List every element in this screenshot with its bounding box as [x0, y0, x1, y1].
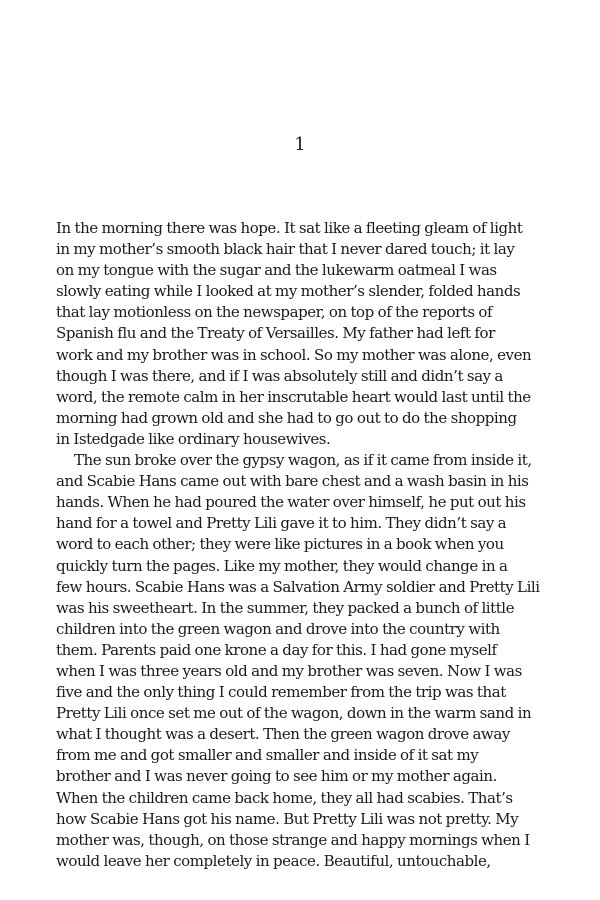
text-line: that lay motionless on the newspaper, on top of the reports of [56, 303, 493, 322]
text-line: though I was there, and if I was absolutely still and didn’t say a [56, 366, 503, 385]
text-line: mother was, though, on those strange and happy mornings when I [56, 830, 530, 849]
text-line: when I was three years old and my brother was seven. Now I was [56, 661, 522, 680]
text-line: from me and got smaller and smaller and inside of it sat my [56, 746, 479, 765]
text-line: word to each other; they were like pictures in a book when you [56, 535, 504, 554]
text-line: work and my brother was in school. So my mother was alone, even [56, 345, 532, 364]
text-line: would leave her completely in peace. Beautiful, untouchable, [56, 851, 491, 870]
text-line: hands. When he had poured the water over himself, he put out his [56, 493, 526, 512]
text-line: brother and I was never going to see him or my mother again. [56, 767, 497, 786]
text-line: what I thought was a desert. Then the green wagon drove away [56, 725, 510, 744]
chapter-body-text [56, 218, 546, 872]
text-line: Pretty Lili once set me out of the wagon, down in the warm sand in [56, 704, 532, 723]
text-line: in my mother’s smooth black hair that I never dared touch; it lay [56, 240, 515, 259]
text-line: children into the green wagon and drove into the country with [56, 619, 500, 638]
text-line: five and the only thing I could remember from the trip was that [56, 683, 506, 702]
text-line: hand for a towel and Pretty Lili gave it to him. They didn’t say a [56, 514, 507, 533]
text-line: word, the remote calm in her inscrutable heart would last until the [56, 387, 531, 406]
text-line: quickly turn the pages. Like my mother, they would change in a [56, 556, 508, 575]
text-line: few hours. Scabie Hans was a Salvation Army soldier and Pretty Lili [56, 577, 540, 596]
text-line: The sun broke over the gypsy wagon, as if it came from inside it, [74, 451, 532, 470]
text-line: and Scabie Hans came out with bare chest and a wash basin in his [56, 472, 529, 491]
text-line: morning had grown old and she had to go out to do the shopping [56, 408, 517, 427]
text-line: When the children came back home, they all had scabies. That’s [56, 788, 513, 807]
text-line: In the morning there was hope. It sat like a fleeting gleam of light [56, 219, 523, 237]
paragraph [56, 450, 546, 872]
text-line: them. Parents paid one krone a day for this. I had gone myself [56, 640, 497, 659]
paragraph [56, 218, 546, 450]
text-line: in Istedgade like ordinary housewives. [56, 429, 331, 448]
text-line: Spanish flu and the Treaty of Versailles. My father had left for [56, 324, 495, 343]
text-line: was his sweetheart. In the summer, they packed a bunch of little [56, 598, 515, 617]
text-line: slowly eating while I looked at my mother’s slender, folded hands [56, 282, 521, 301]
chapter-number: 1 [294, 134, 306, 155]
text-line: on my tongue with the sugar and the lukewarm oatmeal I was [56, 261, 497, 280]
text-line: how Scabie Hans got his name. But Pretty Lili was not pretty. My [56, 809, 519, 828]
